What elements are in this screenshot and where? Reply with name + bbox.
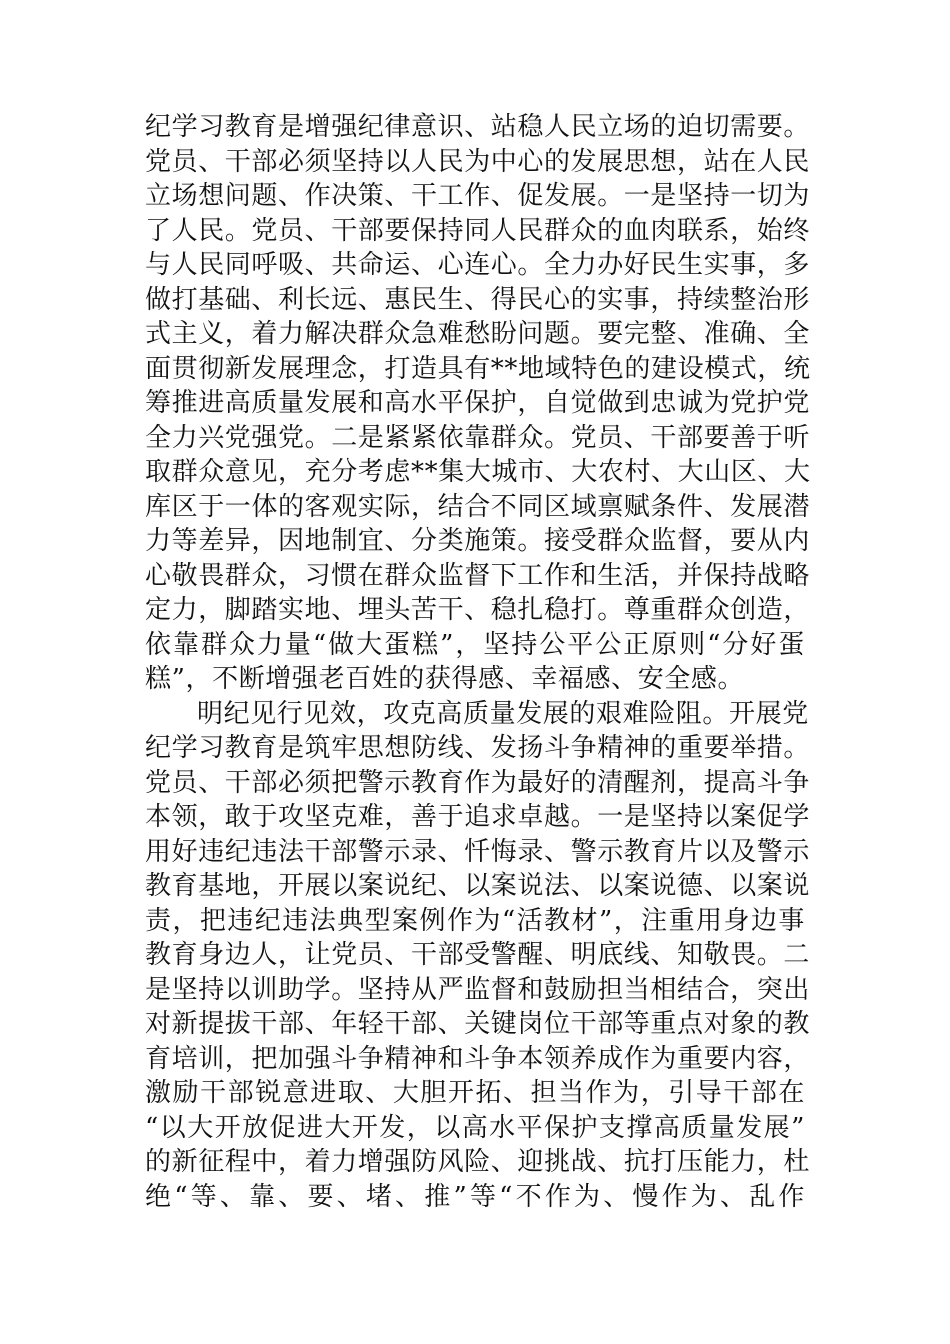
document-body: [145, 110, 811, 1214]
text-line: 式主义，着力解决群众急难愁盼问题。要完整、准确、全: [145, 319, 811, 349]
text-line: 取群众意见，充分考虑**集大城市、大农村、大山区、大: [145, 457, 811, 487]
text-line: 党员、干部必须把警示教育作为最好的清醒剂，提高斗争: [145, 767, 811, 798]
text-line: 糕”，不断增强老百姓的获得感、幸福感、安全感。: [145, 664, 745, 694]
text-line: 用好违纪违法干部警示录、忏悔录、警示教育片以及警示: [145, 836, 811, 867]
text-line: 做打基础、利长远、惠民生、得民心的实事，持续整治形: [145, 284, 811, 315]
text-line: 定力，脚踏实地、埋头苦干、稳扎稳打。尊重群众创造，: [145, 595, 811, 625]
text-line: 党员、干部必须坚持以人民为中心的发展思想，站在人民: [145, 146, 811, 177]
text-line: 依靠群众力量“做大蛋糕”，坚持公平公正原则“分好蛋: [145, 629, 805, 660]
paragraph-2: [145, 697, 811, 1215]
text-line: 绝“等、靠、要、堵、推”等“不作为、慢作为、乱作: [145, 1181, 805, 1212]
text-line: 本领，敢于攻坚克难，善于追求卓越。一是坚持以案促学: [145, 802, 811, 832]
text-line: 面贯彻新发展理念，打造具有**地域特色的建设模式，统: [145, 353, 811, 384]
text-line: 全力兴党强党。二是紧紧依靠群众。党员、干部要善于听: [145, 422, 811, 453]
text-line: 筹推进高质量发展和高水平保护，自觉做到忠诚为党护党: [145, 388, 811, 418]
text-line: 教育基地，开展以案说纪、以案说法、以案说德、以案说: [145, 871, 811, 901]
text-line: 对新提拔干部、年轻干部、关键岗位干部等重点对象的教: [145, 1009, 811, 1039]
text-line: 与人民同呼吸、共命运、心连心。全力办好民生实事，多: [145, 250, 811, 280]
paragraph-1: [145, 110, 811, 697]
text-line: 纪学习教育是筑牢思想防线、发扬斗争精神的重要举措。: [145, 733, 811, 763]
text-line: 责，把违纪违法典型案例作为“活教材”，注重用身边事: [145, 905, 805, 936]
text-line: 的新征程中，着力增强防风险、迎挑战、抗打压能力，杜: [145, 1147, 811, 1177]
text-line: 心敬畏群众，习惯在群众监督下工作和生活，并保持战略: [145, 560, 811, 591]
text-line: 库区于一体的客观实际，结合不同区域禀赋条件、发展潜: [145, 491, 811, 522]
text-line: 激励干部锐意进取、大胆开拓、担当作为，引导干部在: [145, 1078, 805, 1108]
text-line: 是坚持以训助学。坚持从严监督和鼓励担当相结合，突出: [145, 974, 811, 1005]
text-line: 明纪见行见效，攻克高质量发展的艰难险阻。开展党: [197, 698, 809, 729]
text-line: 纪学习教育是增强纪律意识、站稳人民立场的迫切需要。: [145, 112, 811, 142]
text-line: “以大开放促进大开发，以高水平保护支撑高质量发展”: [145, 1112, 805, 1143]
text-line: 了人民。党员、干部要保持同人民群众的血肉联系，始终: [145, 215, 811, 246]
text-line: 力等差异，因地制宜、分类施策。接受群众监督，要从内: [145, 526, 811, 556]
text-line: 育培训，把加强斗争精神和斗争本领养成作为重要内容，: [145, 1043, 811, 1074]
text-line: 教育身边人，让党员、干部受警醒、明底线、知敬畏。二: [145, 940, 811, 970]
text-line: 立场想问题、作决策、干工作、促发展。一是坚持一切为: [145, 181, 811, 211]
